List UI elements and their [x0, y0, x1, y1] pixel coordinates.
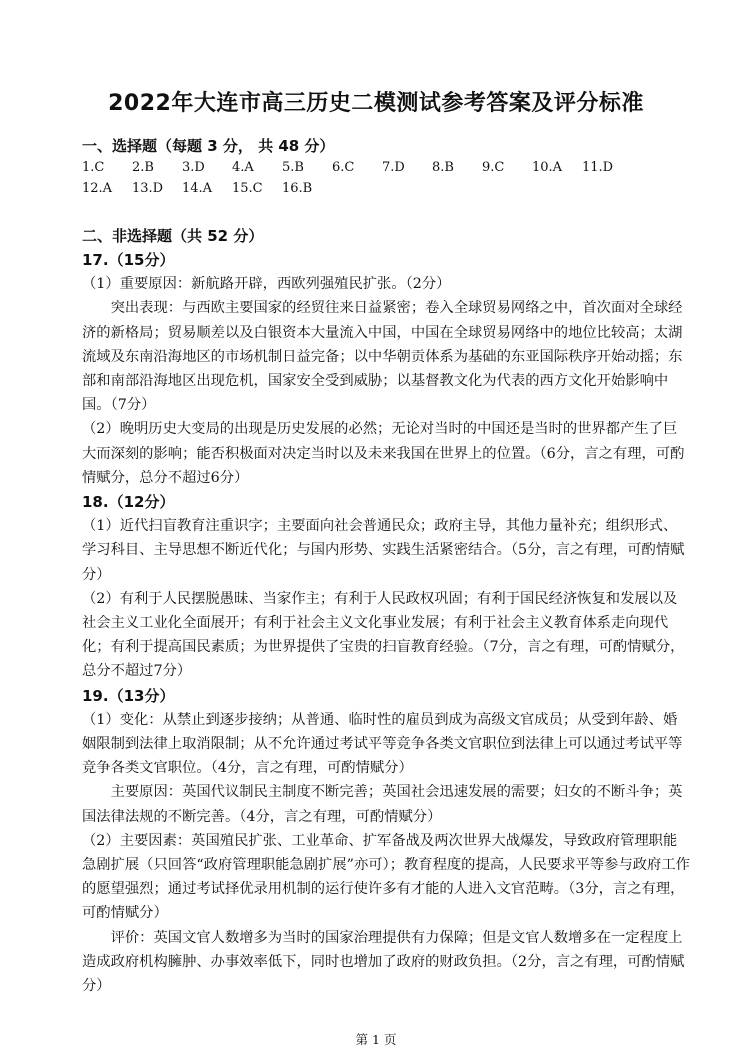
answer-item: 15.C — [232, 181, 263, 196]
answer-row-2 — [82, 179, 690, 200]
answer-row-1 — [82, 158, 690, 179]
section2-heading: 二、非选择题（共 52 分） — [82, 226, 264, 245]
answer-item: 6.C — [332, 160, 355, 176]
q18-part1: （1）近代扫盲教育注重识字；主要面向社会普通民众；政府主导，其他力量补充；组织形式、学习科目、主导思想不断近代化；与国内形势、实践生活紧密结合。（5分，言之有理，可酌情赋分） — [82, 518, 685, 583]
q19-part2-evaluation: 评价：英国文官人数增多为当时的国家治理提供有力保障；但是文官人数增多在一定程度上造成政府机构臃肿、办事效率低下，同时也增加了政府的财政负担。（2分，言之有理，可酌情赋分） — [82, 929, 685, 995]
answer-item: 12.A — [82, 181, 113, 196]
answer-item: 4.A — [232, 160, 254, 176]
q19-part1: （1）变化：从禁止到逐步接纳；从普通、临时性的雇员到成为高级文官成员；从受到年龄、婚姻限制到法律上取消限制；从不允许通过考试平等竞争各类文官职位到法律上可以通过考试平等竞争各类文官职位。（4分，言之有理，可酌情赋分） — [82, 711, 683, 777]
question-19-heading: 19.（13分） — [82, 686, 175, 705]
answer-item: 1.C — [82, 160, 105, 176]
section1-heading: 一、选择题（每题 3 分， 共 48 分） — [82, 137, 335, 155]
answer-item: 11.D — [582, 160, 614, 176]
answer-item: 2.B — [132, 160, 154, 176]
q18-part2: （2）有利于人民摆脱愚昧、当家作主；有利于人民政权巩固；有利于国民经济恢复和发展以及社会主义工业化全面展开；有利于社会主义文化事业发展；有利于社会主义教育体系走向现代化；有利于提高国民素质；为世界提供了宝贵的扫盲教育经验。（7分，言之有理，可酌情赋分，总分不超过7分） — [82, 590, 685, 680]
answer-item: 9.C — [482, 160, 505, 176]
answer-item: 3.D — [182, 160, 205, 176]
q17-part1: （1）重要原因：新航路开辟，西欧列强殖民扩张。（2分） — [82, 276, 451, 293]
multiple-choice-answers — [82, 158, 690, 200]
document-title: 2022年大连市高三历史二模测试参考答案及评分标准 — [108, 91, 644, 116]
page-number: 第 1 页 — [355, 1032, 397, 1047]
answer-item: 14.A — [182, 181, 213, 196]
q19-part2: （2）主要因素：英国殖民扩张、工业革命、扩军备战及两次世界大战爆发，导致政府管理职能急剧扩展（只回答“政府管理职能急剧扩展”亦可）；教育程度的提高，人民要求平等参与政府工作的愿望强烈；通过考试择优录用机制的运行使许多有才能的人进入文官范畴。（3分，言之有理，可酌情赋分） — [82, 832, 690, 922]
answer-item: 5.B — [282, 160, 304, 176]
answer-item: 10.A — [532, 160, 563, 176]
answer-item: 16.B — [282, 181, 313, 196]
question-17-heading: 17.（15分） — [82, 251, 175, 269]
answer-item: 8.B — [432, 160, 454, 176]
q17-part1-details: 突出表现：与西欧主要国家的经贸往来日益紧密；卷入全球贸易网络之中，首次面对全球经济的新格局；贸易顺差以及白银资本大量流入中国，中国在全球贸易网络中的地位比较高；太湖流域及东南沿海地区的市场机制日益完备；以中华朝贡体系为基础的东亚国际秩序开始动摇；东部和南部沿海地区出现危机，国家安全受到威胁；以基督教文化为代表的西方文化开始影响中国。（7分） — [82, 300, 683, 414]
answer-item: 7.D — [382, 160, 405, 176]
document-body — [82, 134, 690, 998]
q19-part1-reasons: 主要原因：英国代议制民主制度不断完善；英国社会迅速发展的需要；妇女的不断斗争；英国法律法规的不断完善。（4分，言之有理，可酌情赋分） — [82, 784, 683, 825]
question-18-heading: 18.（12分） — [82, 493, 175, 512]
q17-part2: （2）晚明历史大变局的出现是历史发展的必然；无论对当时的中国还是当时的世界都产生了巨大而深刻的影响；能否积极面对决定当时以及未来我国在世界上的位置。（6分，言之有理，可酌情赋分，总分不超过6分） — [82, 421, 685, 486]
answer-item: 13.D — [132, 181, 164, 196]
